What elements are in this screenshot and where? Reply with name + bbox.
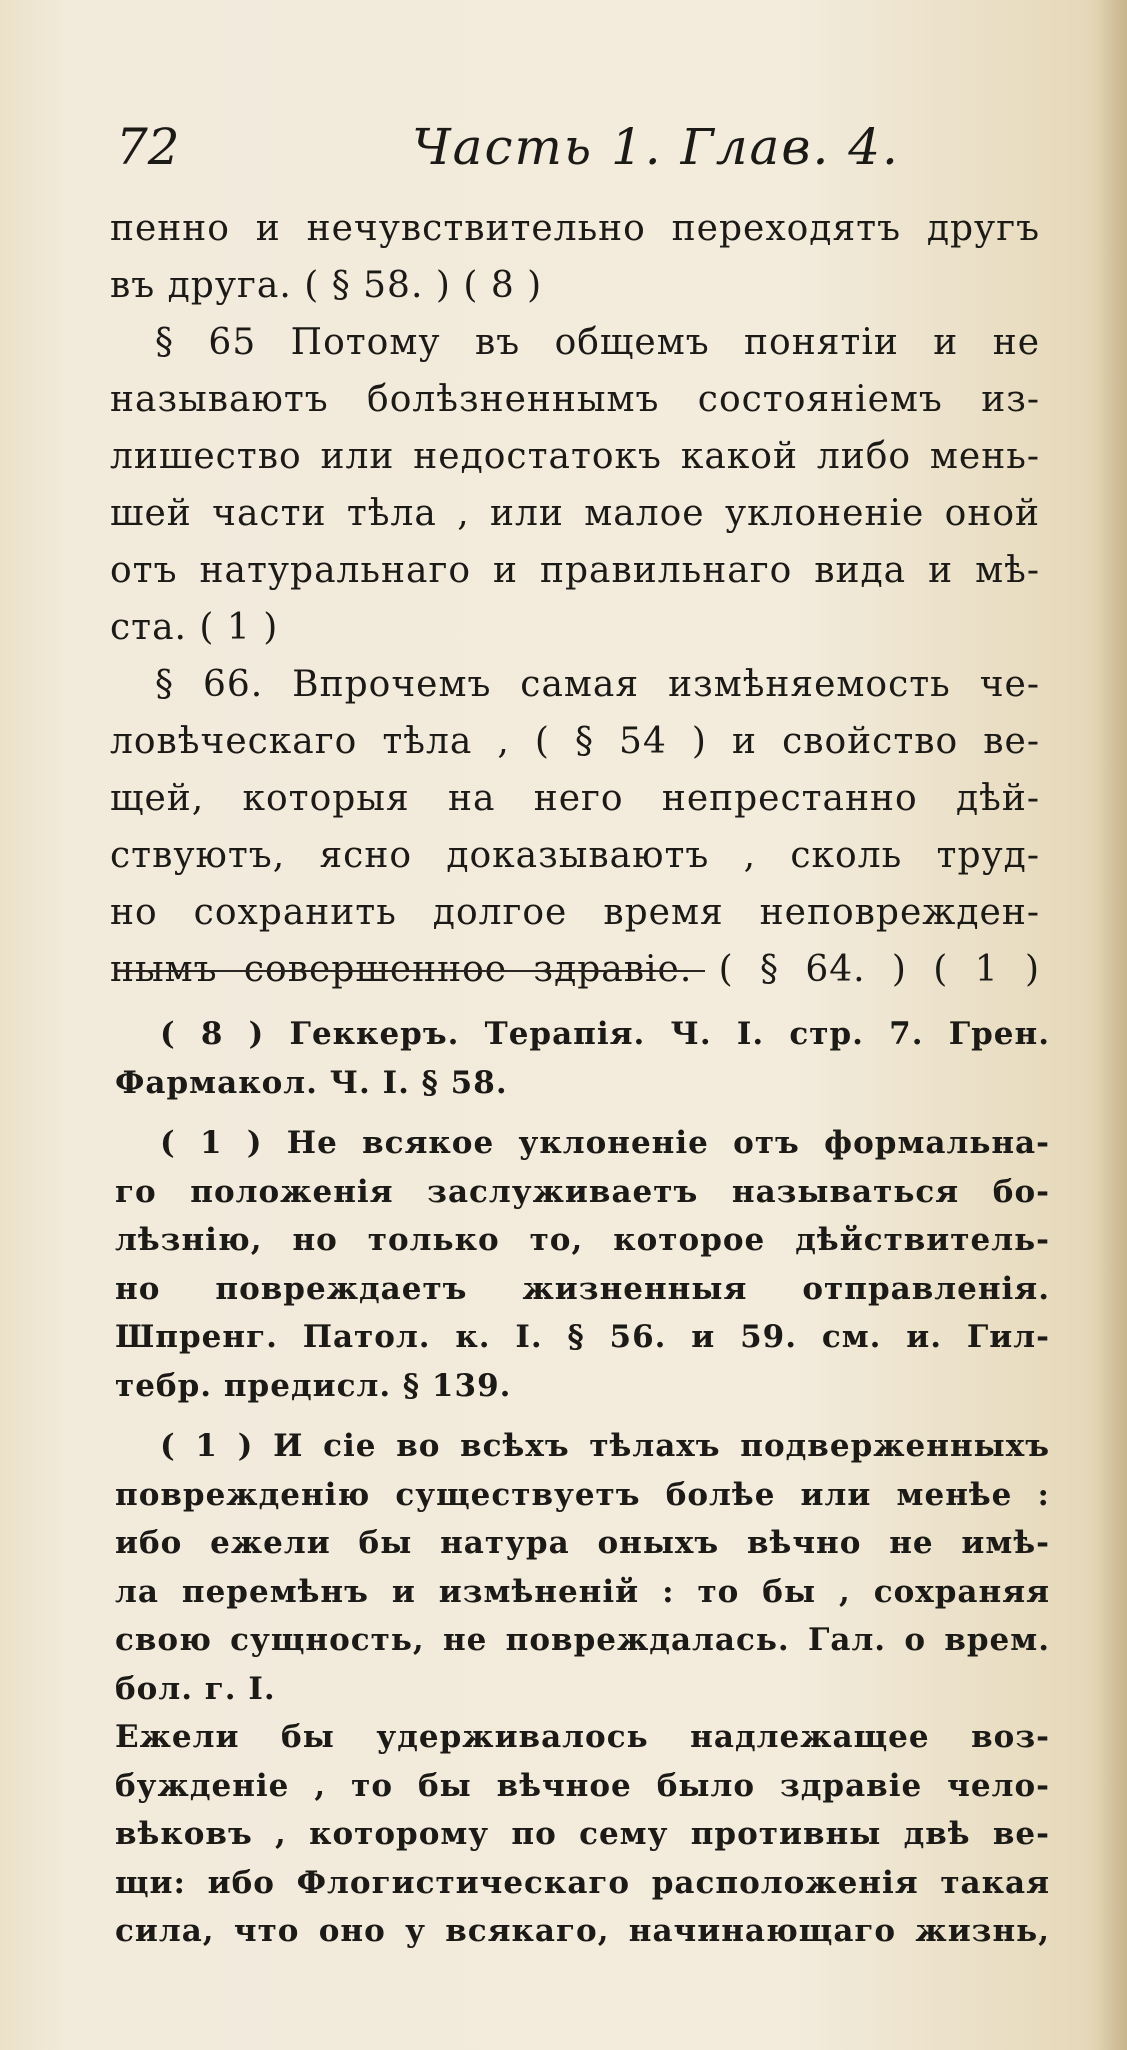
footnote-line: ( 1 ) Не всякое уклоненiе отъ формальна-: [160, 1125, 1050, 1161]
footnote-divider: [115, 970, 705, 972]
footnote-line: сила, что оно у всякаго, начинающаго жизнь,: [115, 1913, 1050, 1949]
footnote-line: бол. г. I.: [115, 1670, 276, 1707]
footnote-line: Шпренг. Патол. к. I. § 56. и 59. см. и. Гил-: [115, 1319, 1050, 1355]
footnote-line: свою сущность, не повреждалась. Гал. о врем.: [115, 1622, 1050, 1658]
text-line: ста. ( 1 ): [110, 607, 279, 648]
footnote-8: [115, 1010, 1050, 1107]
text-line: щей, которыя на него непрестанно дѣй-: [110, 778, 1040, 819]
footnote-line: бужденiе , то бы вѣчное было здравiе чело-: [115, 1767, 1050, 1804]
footnote-line: ( 8 ) Геккеръ. Терапiя. Ч. I. стр. 7. Грен.: [160, 1016, 1050, 1052]
text-line: § 65 Потому въ общемъ понятiи и не: [155, 322, 1040, 363]
text-line: называютъ болѣзненнымъ состоянiемъ из-: [110, 379, 1040, 420]
text-line: ловѣческаго тѣла , ( § 54 ) и свойство ве-: [110, 721, 1040, 762]
text-line: пенно и нечувствительно переходятъ другъ: [110, 208, 1040, 249]
footnotes: [115, 1010, 1050, 1956]
text-line: ствуютъ, ясно доказываютъ , сколь труд-: [110, 835, 1040, 876]
text-line: отъ натуральнаго и правильнаго вида и мѣ-: [110, 550, 1040, 591]
text-line: въ друга. ( § 58. ) ( 8 ): [110, 265, 543, 306]
footnote-line: вѣковъ , которому по сему противны двѣ ве-: [115, 1816, 1050, 1852]
footnote-1b: [115, 1422, 1050, 1956]
footnote-line: Фармакол. Ч. I. § 58.: [115, 1064, 508, 1101]
footnote-line: поврежденiю существуетъ болѣе или менѣе :: [115, 1476, 1050, 1513]
main-text: [110, 200, 1040, 998]
page-number: 72: [116, 118, 180, 176]
footnote-1a: [115, 1119, 1050, 1410]
text-line: но сохранить долгое время неповрежден-: [110, 892, 1040, 933]
text-line: § 66. Впрочемъ самая измѣняемость че-: [155, 664, 1040, 705]
page-edge-shadow: [1097, 0, 1127, 2050]
footnote-line: щи: ибо Флогистическаго расположенiя такая: [115, 1864, 1050, 1901]
footnote-line: но повреждаетъ жизненныя отправленiя.: [115, 1270, 1050, 1307]
text-line: лишество или недостатокъ какой либо мень-: [110, 436, 1040, 477]
text-line: нымъ совершенное здравiе. ( § 64. ) ( 1 ): [110, 949, 1040, 990]
footnote-line: ибо ежели бы натура оныхъ вѣчно не имѣ-: [115, 1525, 1050, 1561]
text-line: шей части тѣла , или малое уклоненiе оной: [110, 493, 1040, 534]
footnote-line: лѣзнiю, но только то, которое дѣйствитель-: [115, 1222, 1050, 1258]
footnote-line: Ежели бы удерживалось надлежащее воз-: [115, 1719, 1050, 1755]
running-head: Часть 1. Глав. 4.: [412, 118, 900, 176]
footnote-line: го положенiя заслуживаетъ называться бо-: [115, 1173, 1050, 1210]
footnote-line: ла перемѣнъ и измѣненiй : то бы , сохраняя: [115, 1573, 1050, 1610]
footnote-line: ( 1 ) И сiе во всѣхъ тѣлахъ подверженныхъ: [160, 1428, 1050, 1464]
footnote-line: тебр. предисл. § 139.: [115, 1367, 512, 1404]
page-header: [110, 118, 1050, 178]
